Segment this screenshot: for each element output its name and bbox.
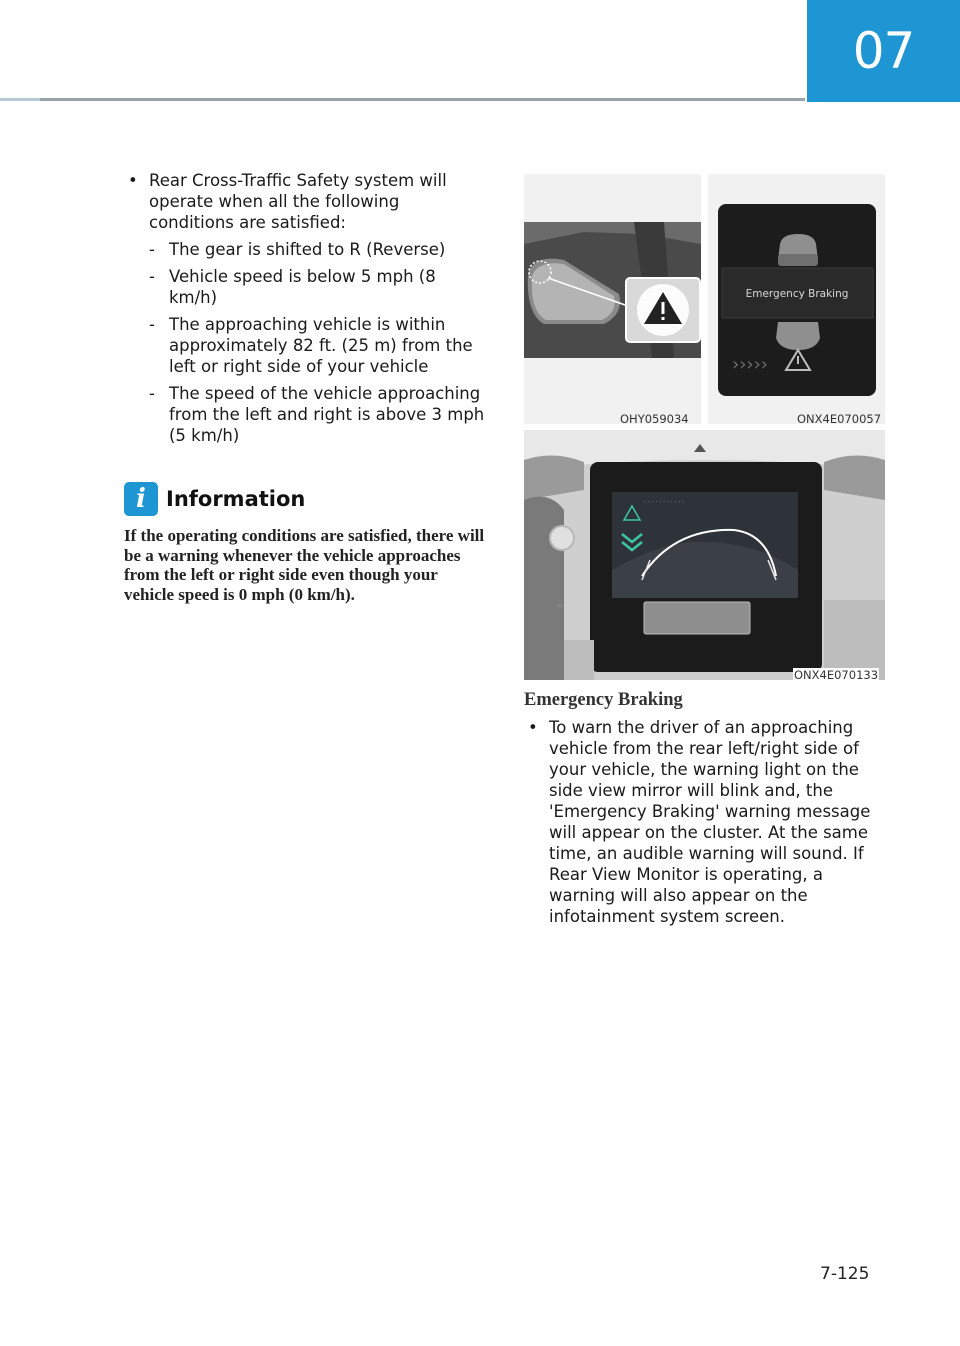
figure-code: ONX4E070133 — [794, 668, 879, 682]
header-rule-accent — [0, 98, 40, 101]
svg-text:· · · · · · · · · · ·: · · · · · · · · · · · — [644, 499, 685, 506]
chapter-number: 07 — [852, 22, 915, 80]
page-number: 7-125 — [820, 1264, 870, 1284]
dash-marker: - — [149, 267, 155, 286]
chapter-tab — [807, 0, 960, 102]
section-title: Emergency Braking — [524, 690, 683, 710]
dash-marker: - — [149, 315, 155, 334]
bullet-dot: • — [128, 171, 138, 190]
figure-code: OHY059034 — [620, 412, 689, 426]
bullet-dot: • — [528, 718, 538, 737]
condition-text: The approaching vehicle is within approximately 82 ft. (25 m) from the left or right side of your vehicle — [169, 315, 473, 376]
dash-marker: - — [149, 384, 155, 403]
condition-item — [124, 314, 488, 377]
left-column — [124, 170, 488, 604]
information-title: Information — [166, 487, 306, 511]
infotainment-illustration — [524, 430, 885, 680]
information-icon: i — [124, 482, 158, 516]
condition-item — [124, 383, 488, 446]
cluster-illustration — [708, 174, 885, 424]
operating-conditions-bullet — [124, 170, 488, 233]
figure-code: ONX4E070057 — [797, 412, 882, 426]
information-header — [124, 482, 488, 516]
header-rule — [0, 98, 805, 101]
cluster-warning-figure — [708, 174, 885, 424]
right-column-text — [524, 690, 888, 927]
information-text: If the operating conditions are satisfied, there will be a warning whenever the vehicle approaches from the left or right side even though your vehicle speed is 0 mph (0 km/h). — [124, 526, 485, 604]
cluster-message: Emergency Braking — [745, 288, 849, 300]
bullet-text: To warn the driver of an approaching vehicle from the rear left/right side of your vehicle, the warning light on the side view mirror will blink and, the 'Emergency Braking' warning message will appear on the cluster. At the same time, an audible warning will sound. If Rear View Monitor is operating, a warning will also appear on the infotainment system screen. — [549, 718, 871, 926]
dash-marker: - — [149, 240, 155, 259]
condition-item — [124, 266, 488, 308]
condition-text: The gear is shifted to R (Reverse) — [169, 240, 446, 259]
condition-item — [124, 239, 488, 260]
svg-text:›››››: ››››› — [732, 354, 768, 375]
condition-text: The speed of the vehicle approaching from the left and right is above 3 mph (5 km/h) — [169, 384, 485, 445]
side-mirror-figure — [524, 174, 701, 424]
emergency-braking-bullet — [524, 717, 888, 927]
bullet-text: Rear Cross-Traffic Safety system will operate when all the following conditions are satisfied: — [149, 171, 447, 232]
condition-text: Vehicle speed is below 5 mph (8 km/h) — [169, 267, 436, 307]
svg-text:≡: ≡ — [556, 601, 563, 610]
side-mirror-illustration — [524, 174, 701, 424]
infotainment-screen-figure — [524, 430, 885, 680]
